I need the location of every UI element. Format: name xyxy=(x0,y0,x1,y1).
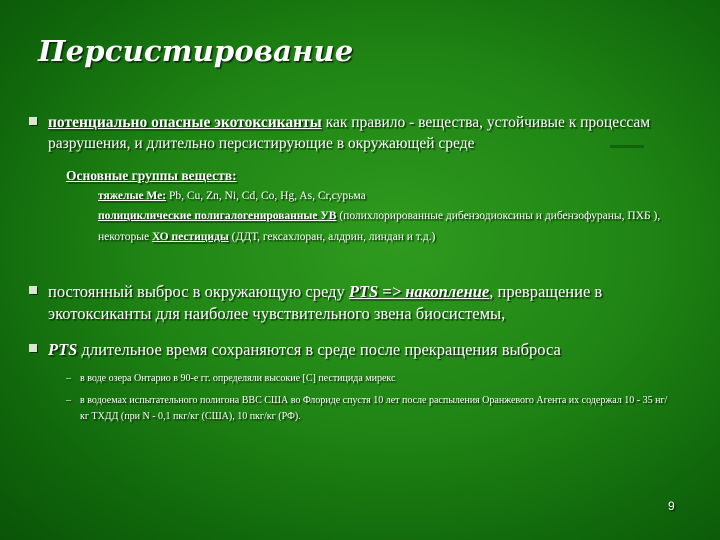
bullet-emission xyxy=(26,281,676,325)
dash-bullet-icon: – xyxy=(66,373,71,384)
ecotoxicants-definition: как правило - вещества, устойчивые к процессам разрушения, и длительно персистирующие в окружающей среде xyxy=(48,114,651,152)
slide-content xyxy=(26,112,676,425)
pesticides-label: ХО пестициды xyxy=(151,231,229,243)
emission-pts-accumulation: PTS => накопление xyxy=(348,282,490,301)
square-bullet-icon xyxy=(29,344,37,352)
note-ontario-text: в воде озера Онтарио в 90-е гг. определяли высокие [С] пестицида мирекс xyxy=(80,373,396,384)
square-bullet-icon xyxy=(29,117,37,125)
page-number: 9 xyxy=(668,499,675,513)
pesticides-list: (ДДТ, гексахлоран, алдрин, линдан и т.д.) xyxy=(228,231,436,243)
pesticides-prefix: некоторые xyxy=(98,231,152,243)
persistence-text: длительное время сохраняются в среде после прекращения выброса xyxy=(77,340,561,359)
note-florida-text: в водоемах испытательного полигона ВВС США во Флориде спустя 10 лет после распыления Оранжевого Агента их содержал 10 - 35 нг/кг ТХДД (при N - 0,1 пкг/кг (США), 10 пкг/кг (РФ). xyxy=(80,395,668,422)
emission-text-pre: постоянный выброс в окружающую среду xyxy=(48,282,349,301)
square-bullet-icon xyxy=(29,286,37,294)
bullet-ecotoxicants xyxy=(26,112,676,154)
group-heavy-metals xyxy=(98,189,676,204)
bullet-persistence xyxy=(26,339,676,361)
emission-text-post: , превращение в экотоксиканты для наиболее чувствительного звена биосистемы, xyxy=(48,282,603,323)
dash-bullet-icon: – xyxy=(66,395,71,406)
persistence-pts: PTS xyxy=(48,340,78,359)
note-florida xyxy=(66,393,676,425)
heavy-metals-list: Pb, Cu, Zn, Ni, Cd, Co, Hg, As, Cr,сурьма xyxy=(166,190,366,202)
groups-heading xyxy=(66,168,676,184)
group-pah xyxy=(98,209,676,224)
pah-list: (полихлорированные дибензодиоксины и дибензофураны, ПХБ ), xyxy=(336,210,661,222)
note-ontario xyxy=(66,371,676,387)
heavy-metals-label: тяжелые Ме: xyxy=(98,190,167,202)
groups-heading-text: Основные группы веществ: xyxy=(66,168,237,183)
slide-title: Персистирование xyxy=(38,34,354,68)
ecotoxicants-term: потенциально опасные экотоксиканты xyxy=(48,114,322,131)
pah-label: полициклические полигалогенированные УВ xyxy=(98,210,337,222)
group-pesticides xyxy=(98,230,676,245)
